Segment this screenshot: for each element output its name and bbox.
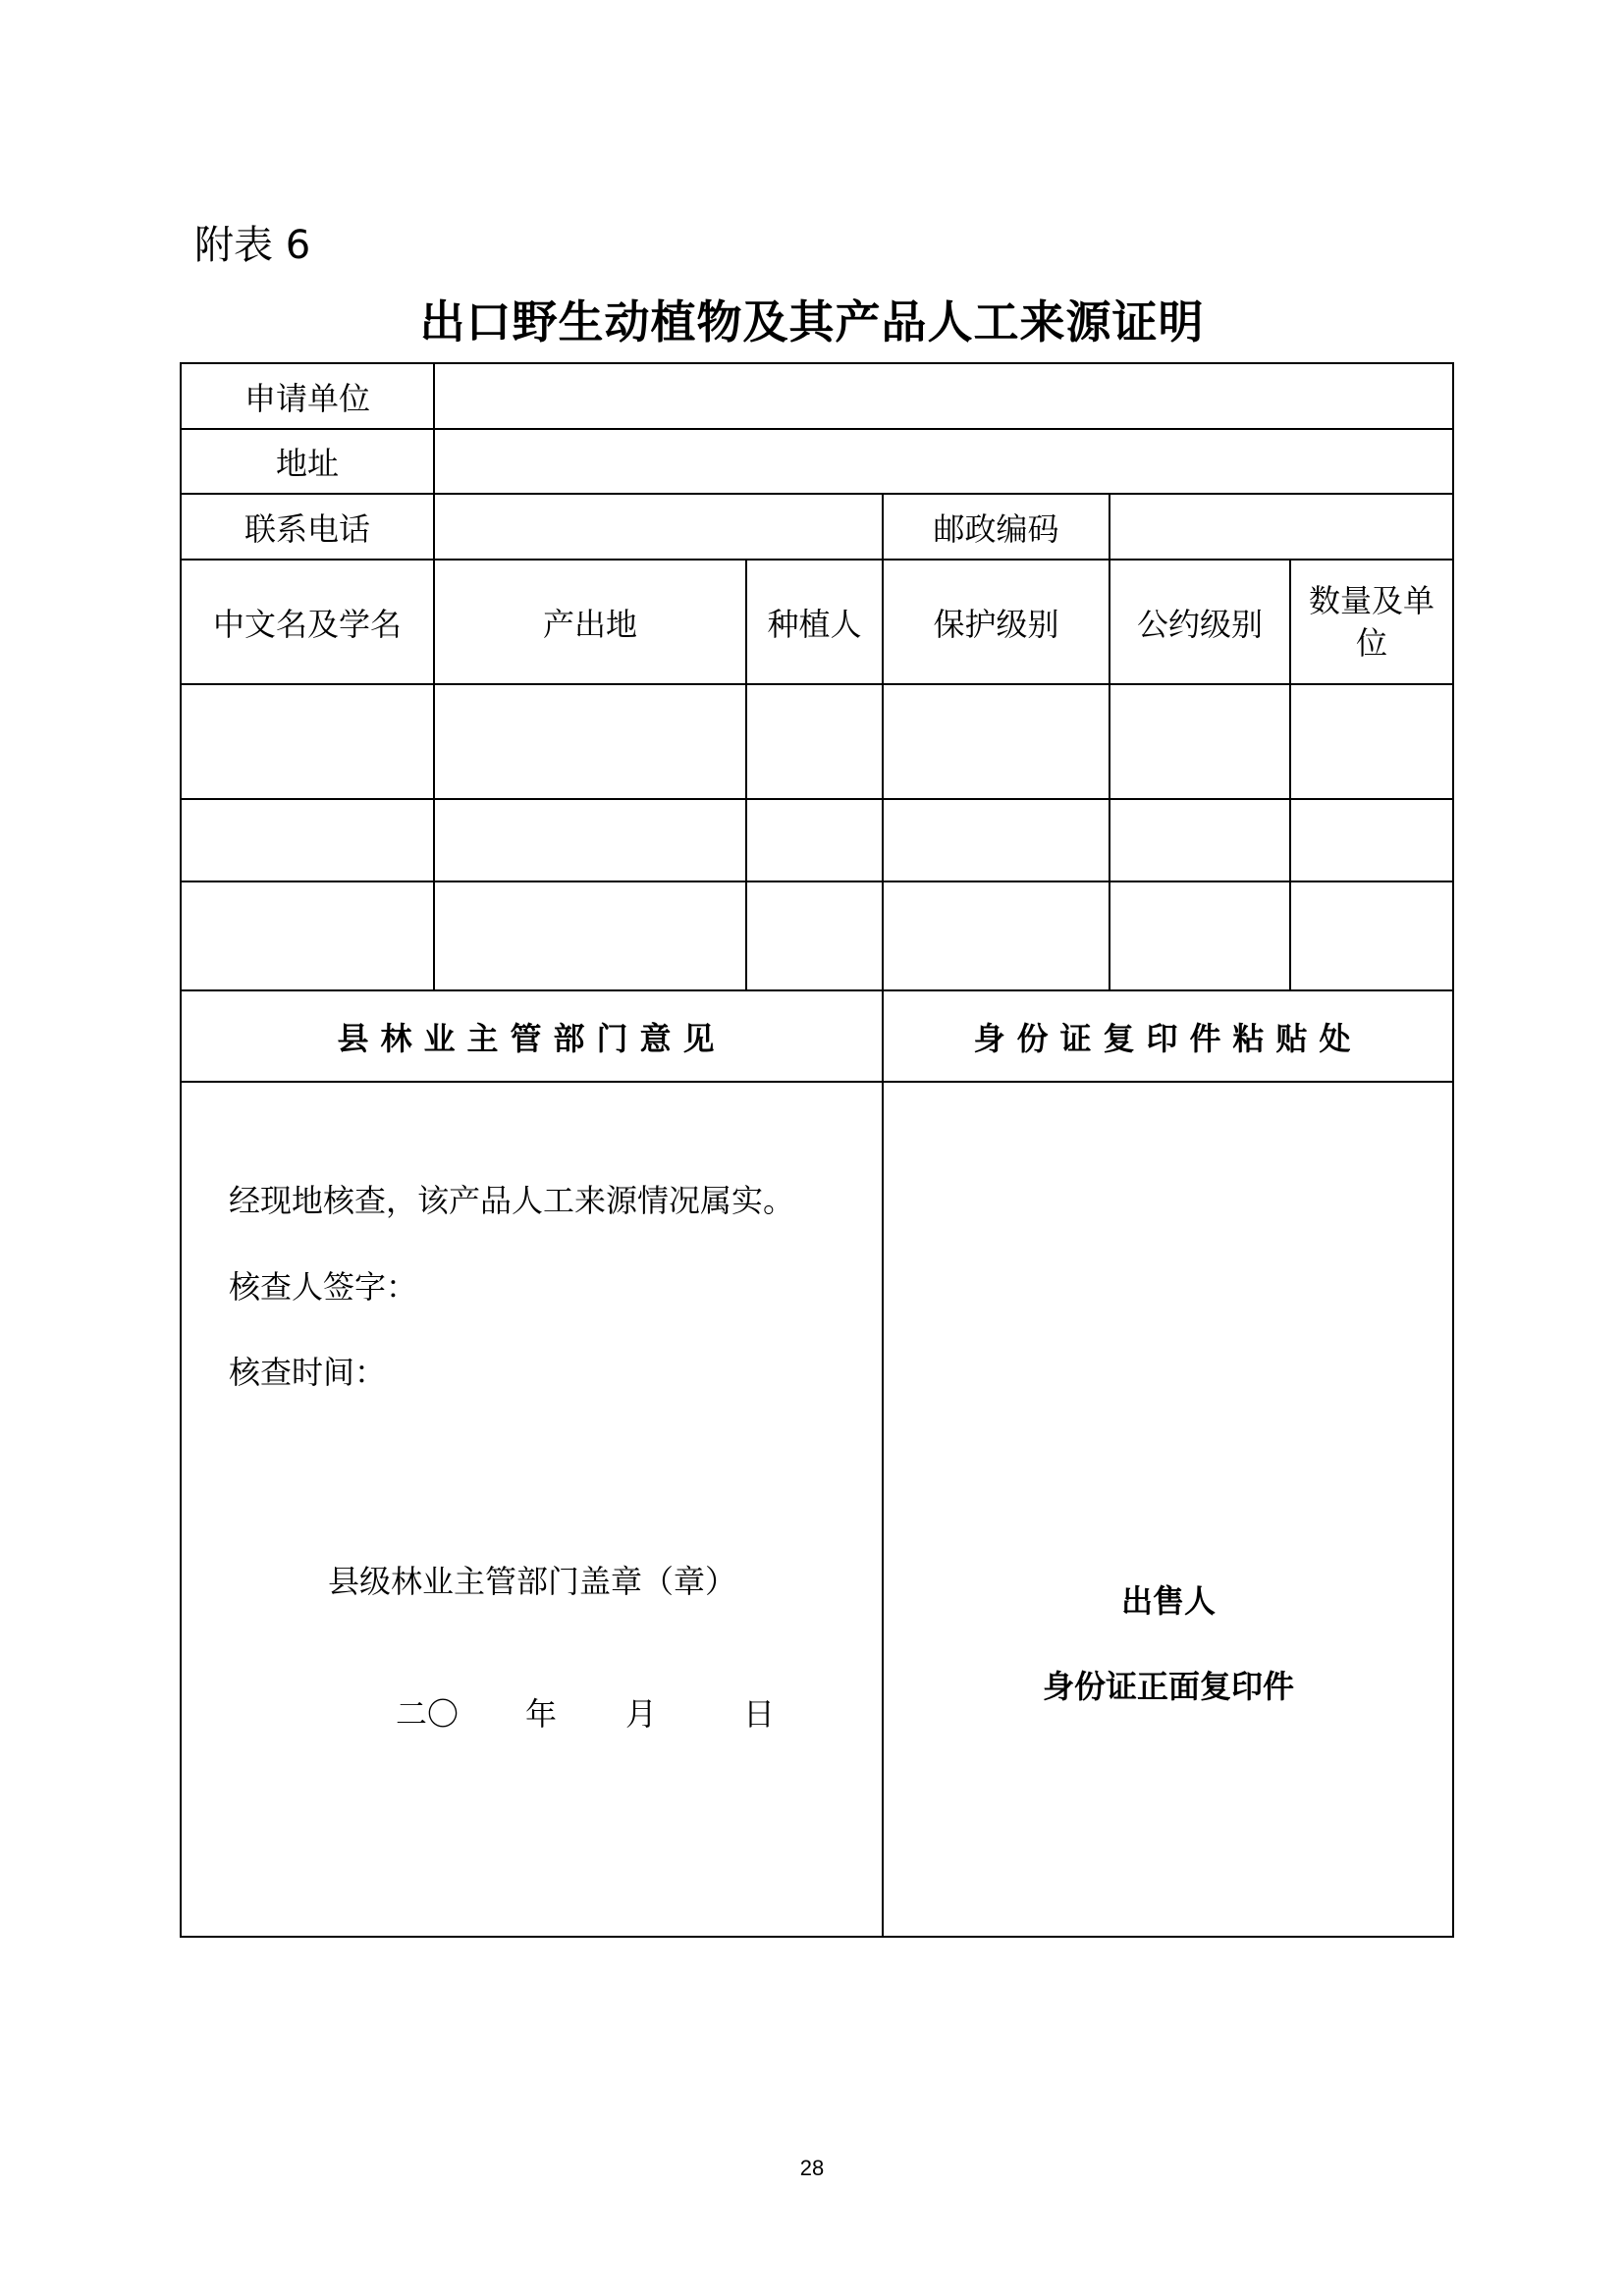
col-header-origin: 产出地 bbox=[434, 560, 746, 684]
col-header-protection-level: 保护级别 bbox=[883, 560, 1110, 684]
seal-label: 县级林业主管部门盖章（章） bbox=[327, 1563, 736, 1600]
col-header-convention-level: 公约级别 bbox=[1110, 560, 1290, 684]
cell-origin[interactable] bbox=[434, 684, 746, 799]
verification-statement: 经现地核查，该产品人工来源情况属实。 bbox=[229, 1182, 795, 1219]
date-era: 二〇 bbox=[396, 1695, 460, 1733]
cell-convention-level[interactable] bbox=[1110, 684, 1290, 799]
col-header-quantity-unit: 数量及单位 bbox=[1290, 560, 1453, 684]
cell-origin[interactable] bbox=[434, 881, 746, 990]
attachment-label: 附表 6 bbox=[194, 223, 311, 268]
page-number: 28 bbox=[799, 2156, 825, 2180]
id-copy-header: 身份证复印件粘贴处 bbox=[883, 990, 1453, 1082]
cell-grower[interactable] bbox=[746, 684, 883, 799]
cell-convention-level[interactable] bbox=[1110, 799, 1290, 881]
column-header-row bbox=[181, 560, 1453, 684]
postcode-field[interactable] bbox=[1110, 494, 1453, 560]
cell-protection-level[interactable] bbox=[883, 881, 1110, 990]
inspection-time-label: 核查时间： bbox=[229, 1354, 387, 1391]
opinion-header: 县林业主管部门意见 bbox=[181, 990, 883, 1082]
date-year-label: 年 bbox=[525, 1695, 558, 1733]
cell-quantity-unit[interactable] bbox=[1290, 799, 1453, 881]
cell-protection-level[interactable] bbox=[883, 684, 1110, 799]
date-line bbox=[396, 1689, 775, 1735]
opinion-cell[interactable] bbox=[181, 1082, 883, 1937]
cell-convention-level[interactable] bbox=[1110, 881, 1290, 990]
cell-quantity-unit[interactable] bbox=[1290, 684, 1453, 799]
table-row bbox=[181, 799, 1453, 881]
cell-grower[interactable] bbox=[746, 799, 883, 881]
id-copy-paste-area[interactable] bbox=[883, 1082, 1453, 1937]
date-day-label: 日 bbox=[743, 1695, 776, 1733]
seller-label: 出售人 bbox=[1120, 1582, 1216, 1620]
applicant-label: 申请单位 bbox=[181, 363, 434, 429]
applicant-field[interactable] bbox=[434, 363, 1453, 429]
inspector-signature-label: 核查人签字： bbox=[229, 1268, 418, 1306]
phone-label: 联系电话 bbox=[181, 494, 434, 560]
cell-grower[interactable] bbox=[746, 881, 883, 990]
cell-protection-level[interactable] bbox=[883, 799, 1110, 881]
cell-name[interactable] bbox=[181, 684, 434, 799]
address-label: 地址 bbox=[181, 429, 434, 494]
postcode-label: 邮政编码 bbox=[883, 494, 1110, 560]
table-row bbox=[181, 684, 1453, 799]
address-field[interactable] bbox=[434, 429, 1453, 494]
document-title: 出口野生动植物及其产品人工来源证明 bbox=[419, 295, 1205, 348]
certificate-form bbox=[180, 362, 1454, 1938]
cell-quantity-unit[interactable] bbox=[1290, 881, 1453, 990]
phone-field[interactable] bbox=[434, 494, 883, 560]
col-header-name: 中文名及学名 bbox=[181, 560, 434, 684]
cell-origin[interactable] bbox=[434, 799, 746, 881]
table-row bbox=[181, 881, 1453, 990]
date-month-label: 月 bbox=[625, 1695, 658, 1733]
cell-name[interactable] bbox=[181, 881, 434, 990]
col-header-grower: 种植人 bbox=[746, 560, 883, 684]
cell-name[interactable] bbox=[181, 799, 434, 881]
id-front-copy-label: 身份证正面复印件 bbox=[1042, 1668, 1294, 1705]
